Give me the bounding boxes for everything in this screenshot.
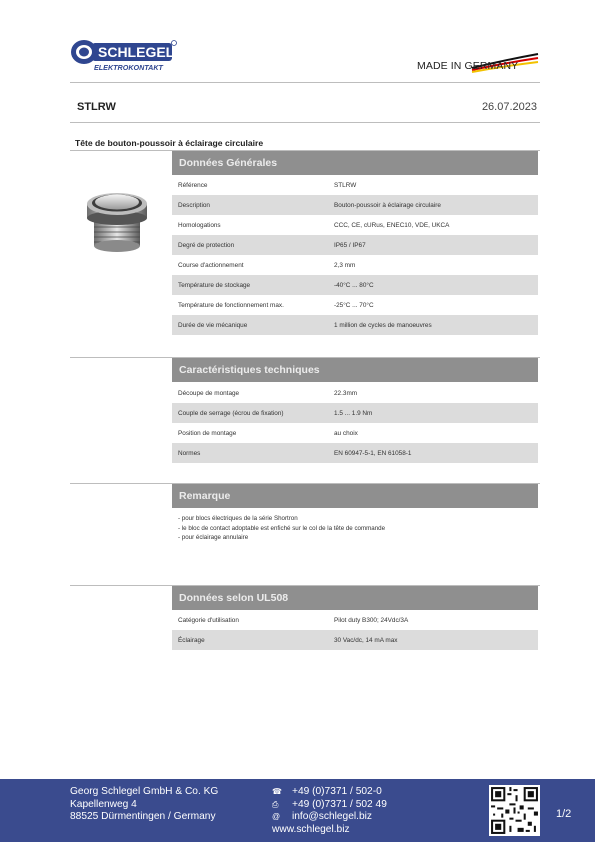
row-label: Durée de vie mécanique <box>178 321 248 329</box>
company-address <box>70 786 218 824</box>
row-label: Course d'actionnement <box>178 261 244 269</box>
company-name: Georg Schlegel GmbH & Co. KG <box>70 786 219 797</box>
product-code: STLRW <box>77 101 116 113</box>
row-value: IP65 / IP67 <box>334 241 366 249</box>
ul508-data-table <box>172 610 538 650</box>
remark-text <box>178 514 385 543</box>
table-row <box>172 630 538 650</box>
table-row <box>172 383 538 403</box>
row-value: 1.5 ... 1.9 Nm <box>334 409 373 417</box>
qr-code <box>489 785 540 836</box>
row-value: 2,3 mm <box>334 261 356 269</box>
row-label: Catégorie d'utilisation <box>178 616 239 624</box>
fax-icon: ⎙ <box>272 799 279 809</box>
table-row <box>172 215 538 235</box>
svg-text:ELEKTROKONTAKT: ELEKTROKONTAKT <box>94 63 163 72</box>
table-row <box>172 235 538 255</box>
row-label: Description <box>178 201 210 209</box>
section-header-technical: Caractéristiques techniques <box>172 358 538 382</box>
table-row <box>172 255 538 275</box>
row-label: Température de stockage <box>178 281 251 289</box>
row-value: STLRW <box>334 181 357 189</box>
table-row <box>172 295 538 315</box>
row-label: Référence <box>178 181 208 189</box>
subheader-divider <box>70 122 540 123</box>
table-row <box>172 315 538 335</box>
row-value: -40°C ... 80°C <box>334 281 374 289</box>
table-row <box>172 423 538 443</box>
email-icon: @ <box>272 812 281 821</box>
general-data-table <box>172 175 538 335</box>
svg-text:SCHLEGEL: SCHLEGEL <box>98 44 175 60</box>
made-in-label: MADE IN GERMANY <box>417 60 519 72</box>
row-label: Couple de serrage (écrou de fixation) <box>178 409 284 417</box>
table-row <box>172 403 538 423</box>
table-row <box>172 610 538 630</box>
table-row <box>172 195 538 215</box>
remark-line: - le bloc de contact adoptable est enfiché sur le col de la tête de commande <box>178 524 386 532</box>
row-value: 30 Vac/dc, 14 mA max <box>334 636 398 644</box>
row-value: EN 60947-5-1, EN 61058-1 <box>334 449 412 457</box>
row-value: au choix <box>334 429 358 437</box>
row-value: 22.3mm <box>334 389 358 397</box>
remark-line: - pour blocs électriques de la série Shortron <box>178 515 298 522</box>
contact-info <box>272 786 387 836</box>
table-row <box>172 175 538 195</box>
row-label: Température de fonctionnement max. <box>178 301 284 309</box>
row-label: Normes <box>178 449 201 457</box>
email-link[interactable]: info@schlegel.biz <box>292 811 372 822</box>
table-row <box>172 443 538 463</box>
remark-line: - pour éclairage annulaire <box>178 534 249 541</box>
phone-number[interactable]: +49 (0)7371 / 502-0 <box>292 786 382 797</box>
row-label: Homologations <box>178 221 221 229</box>
product-title: Tête de bouton-poussoir à éclairage circulaire <box>75 138 264 148</box>
header-divider <box>70 82 540 83</box>
row-value: Bouton-poussoir à éclairage circulaire <box>334 201 441 209</box>
city: 88525 Dürmentingen / Germany <box>70 811 216 822</box>
website-link[interactable]: www.schlegel.biz <box>272 823 350 835</box>
schlegel-logo <box>70 38 180 72</box>
product-image <box>84 188 150 258</box>
phone-icon: ☎ <box>272 787 282 796</box>
page-number: 1/2 <box>556 808 572 820</box>
row-label: Découpe de montage <box>178 389 240 397</box>
row-value: -25°C ... 70°C <box>334 301 374 309</box>
row-value: Pilot duty B300; 24Vdc/3A <box>334 616 409 624</box>
row-label: Position de montage <box>178 429 237 437</box>
section-header-remark: Remarque <box>172 484 538 508</box>
row-value: 1 million de cycles de manoeuvres <box>334 321 432 329</box>
fax-number: +49 (0)7371 / 502 49 <box>292 798 387 810</box>
table-row <box>172 275 538 295</box>
section-header-ul508: Données selon UL508 <box>172 586 538 610</box>
technical-data-table <box>172 383 538 463</box>
section-header-general: Données Générales <box>172 151 538 175</box>
document-date: 26.07.2023 <box>481 101 537 113</box>
row-value: CCC, CE, cURus, ENEC10, VDE, UKCA <box>334 221 450 229</box>
row-label: Degré de protection <box>178 241 235 249</box>
street: Kapellenweg 4 <box>70 798 137 810</box>
row-label: Éclairage <box>178 636 205 644</box>
